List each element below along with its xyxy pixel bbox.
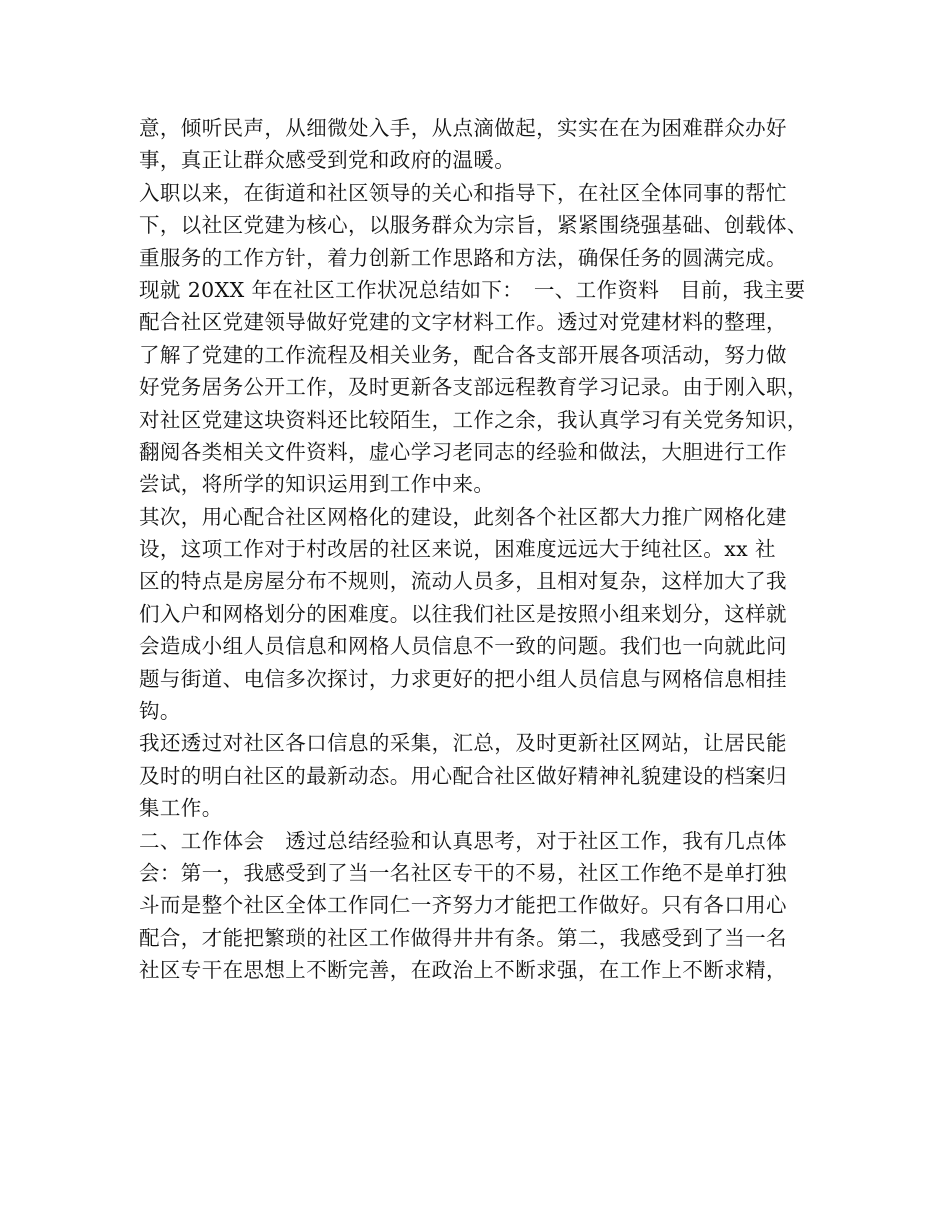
text-line: 对社区党建这块资料还比较陌生，工作之余，我认真学习有关党务知识，: [139, 407, 808, 432]
text-line: 事，真正让群众感受到党和政府的温暖。: [139, 148, 516, 173]
text-line: 区的特点是房屋分布不规则，流动人员多，且相对复杂，这样加大了我: [139, 569, 787, 594]
text-line: 斗而是整个社区全体工作同仁一齐努力才能把工作做好。只有各口用心: [139, 893, 787, 918]
text-line: 二、工作体会 透过总结经验和认真思考，对于社区工作，我有几点体: [139, 828, 787, 853]
text-line: 重服务的工作方针，着力创新工作思路和方法，确保任务的圆满完成。: [139, 245, 787, 270]
text-line: 了解了党建的工作流程及相关业务，配合各支部开展各项活动，努力做: [139, 342, 787, 367]
text-line: 入职以来，在街道和社区领导的关心和指导下，在社区全体同事的帮忙: [139, 180, 787, 205]
text-line: 好党务居务公开工作，及时更新各支部远程教育学习记录。由于刚入职，: [139, 375, 808, 400]
text-line: 集工作。: [139, 796, 223, 821]
text-line: 会造成小组人员信息和网格人员信息不一致的问题。我们也一向就此问: [139, 634, 787, 659]
text-line: 配合，才能把繁琐的社区工作做得井井有条。第二，我感受到了当一名: [139, 925, 787, 950]
text-line: 配合社区党建领导做好党建的文字材料工作。透过对党建材料的整理，: [139, 310, 787, 335]
text-line: 设，这项工作对于村改居的社区来说，困难度远远大于纯社区。xx 社: [139, 537, 776, 562]
text-line: 现就 20XX 年在社区工作状况总结如下： 一、工作资料 目前，我主要: [139, 277, 806, 302]
text-line: 社区专干在思想上不断完善，在政治上不断求强，在工作上不断求精，: [139, 958, 787, 983]
text-line: 我还透过对社区各口信息的采集，汇总，及时更新社区网站，让居民能: [139, 731, 787, 756]
text-line: 会：第一，我感受到了当一名社区专干的不易，社区工作绝不是单打独: [139, 860, 787, 885]
text-line: 下，以社区党建为核心，以服务群众为宗旨，紧紧围绕强基础、创载体、: [139, 213, 808, 238]
text-line: 钩。: [139, 699, 181, 724]
document-body: [139, 112, 829, 987]
text-line: 意，倾听民声，从细微处入手，从点滴做起，实实在在为困难群众办好: [139, 116, 787, 140]
text-line: 们入户和网格划分的困难度。以往我们社区是按照小组来划分，这样就: [139, 601, 787, 626]
text-line: 其次，用心配合社区网格化的建设，此刻各个社区都大力推广网格化建: [139, 504, 787, 529]
text-line: 尝试，将所学的知识运用到工作中来。: [139, 472, 495, 497]
text-line: 题与街道、电信多次探讨，力求更好的把小组人员信息与网格信息相挂: [139, 666, 787, 691]
text-line: 翻阅各类相关文件资料，虚心学习老同志的经验和做法，大胆进行工作: [139, 439, 787, 464]
text-line: 及时的明白社区的最新动态。用心配合社区做好精神礼貌建设的档案归: [139, 763, 787, 788]
